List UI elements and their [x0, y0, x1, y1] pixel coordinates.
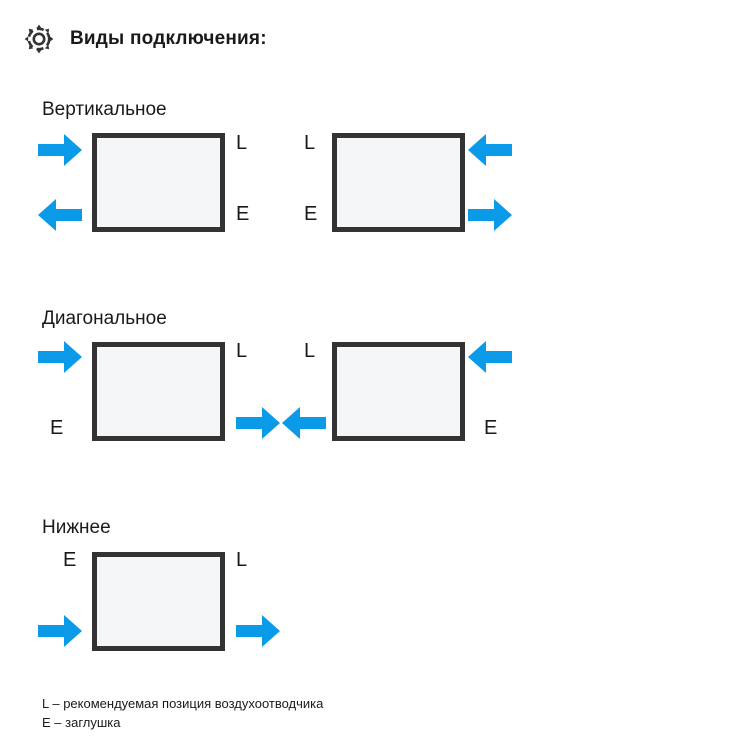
- port-label-diagonal-left-bottom: E: [50, 417, 64, 439]
- port-label-vertical-right-bottom: E: [304, 203, 318, 225]
- arrow-outlet-bottom-right: [236, 614, 280, 648]
- arrow-outlet-left-bottom: [38, 198, 82, 232]
- port-label-bottom-left: E: [63, 549, 77, 571]
- port-label-diagonal-right-bottom: E: [484, 417, 498, 439]
- radiator-diagonal-right: [332, 342, 465, 441]
- section-title-vertical: Вертикальное: [42, 99, 167, 120]
- legend-line-e: E – заглушка: [42, 715, 121, 730]
- radiator-vertical-left: [92, 133, 225, 232]
- port-label-bottom-right: L: [236, 549, 248, 571]
- port-label-vertical-right-top: L: [304, 132, 316, 154]
- legend-line-l: L – рекомендуемая позиция воздухоотводчика: [42, 696, 324, 711]
- radiator-diagonal-left: [92, 342, 225, 441]
- arrow-outlet-right-bottom: [468, 198, 512, 232]
- port-label-vertical-left-top: L: [236, 132, 248, 154]
- arrow-outlet-diagonal-left-bottom: [236, 406, 280, 440]
- page-title: Виды подключения:: [70, 28, 267, 49]
- port-label-diagonal-left-top: L: [236, 340, 248, 362]
- port-label-vertical-left-bottom: E: [236, 203, 250, 225]
- arrow-outlet-diagonal-right-bottom: [282, 406, 326, 440]
- legend: [42, 694, 323, 732]
- arrow-inlet-bottom-left: [38, 614, 82, 648]
- arrow-inlet-right-top: [468, 133, 512, 167]
- arrow-inlet-diagonal-left-top: [38, 340, 82, 374]
- port-label-diagonal-right-top: L: [304, 340, 316, 362]
- section-title-diagonal: Диагональное: [42, 308, 167, 329]
- arrow-inlet-left-top: [38, 133, 82, 167]
- section-title-bottom: Нижнее: [42, 517, 111, 538]
- page-header: [22, 22, 267, 56]
- gear-icon: [22, 22, 56, 56]
- radiator-bottom: [92, 552, 225, 651]
- radiator-vertical-right: [332, 133, 465, 232]
- arrow-inlet-diagonal-right-top: [468, 340, 512, 374]
